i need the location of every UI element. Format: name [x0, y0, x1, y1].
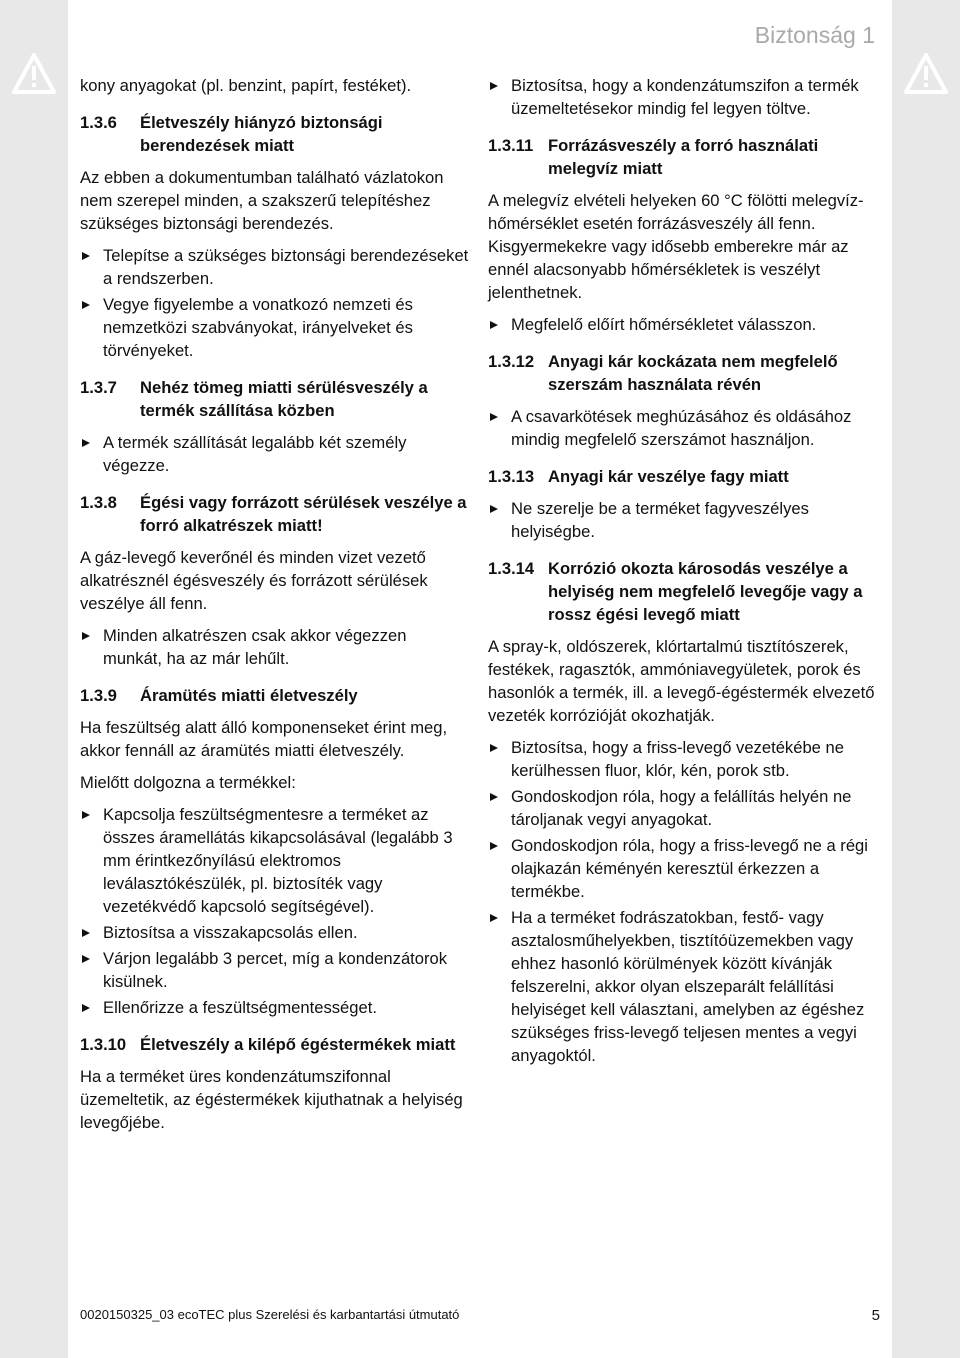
- section-heading: [488, 465, 878, 488]
- section-title: Korrózió okozta károsodás veszélye a helyiség nem megfelelő levegője vagy a rossz égési levegő miatt: [548, 559, 863, 624]
- bullet-item: Ha a terméket fodrászatokban, festő- vagy asztalosműhelyekben, tisztítóüzemekben vagy ehhez hasonló körülmények között kívánják felszerelni, akkor olyan elszeparált felállítási helyiséget kell választani, amelyben az égéshez szükséges friss-levegő teljesen mentes a vegyi anyagoktól.: [488, 906, 878, 1067]
- page-number: 5: [871, 1307, 880, 1324]
- bullet-item: Ellenőrizze a feszültségmentességet.: [80, 996, 470, 1019]
- paragraph: Az ebben a dokumentumban található vázlatokon nem szerepel minden, a szakszerű telepítéshez szükséges biztonsági berendezés.: [80, 168, 444, 233]
- bullet-item: Kapcsolja feszültségmentesre a terméket az összes áramellátás kikapcsolásával (legalább 3 mm érintkezőnyílású elektromos leválasztókészülék, pl. biztosíték vagy vezetékvédő kapcsoló segítségével).: [80, 803, 470, 918]
- section-number: 1.3.10: [80, 1035, 127, 1054]
- left-margin-bar: [0, 0, 68, 1358]
- paragraph: A gáz-levegő keverőnél és minden vizet vezető alkatrésznél égésveszély és forrázott sérülések veszélye áll fenn.: [80, 548, 428, 613]
- left-column: [80, 74, 470, 1143]
- section-title: Anyagi kár kockázata nem megfelelő szerszám használata révén: [548, 352, 838, 394]
- section-heading: [488, 557, 878, 626]
- paragraph: Ha feszültség alatt álló komponenseket érint meg, akkor fennáll az áramütés miatti életveszély.: [80, 718, 448, 760]
- section-heading: [80, 684, 470, 707]
- section-title: Anyagi kár veszélye fagy miatt: [548, 467, 789, 486]
- section-title: Nehéz tömeg miatti sérülésveszély a termék szállítása közben: [140, 378, 428, 420]
- footer-doc-info: 0020150325_03 ecoTEC plus Szerelési és karbantartási útmutató: [80, 1307, 460, 1322]
- section-heading: [80, 111, 470, 157]
- section-number: 1.3.14: [488, 559, 535, 578]
- bullet-item: Vegye figyelembe a vonatkozó nemzeti és nemzetközi szabványokat, irányelveket és törvényeket.: [80, 293, 470, 362]
- section-heading: [488, 134, 878, 180]
- bullet-item: Biztosítsa, hogy a kondenzátumszifon a termék üzemeltetésekor mindig fel legyen töltve.: [488, 74, 878, 120]
- bullet-item: A csavarkötések meghúzásához és oldásához mindig megfelelő szerszámot használjon.: [488, 405, 878, 451]
- section-title: Égési vagy forrázott sérülések veszélye a forró alkatrészek miatt!: [140, 493, 467, 535]
- section-number: 1.3.13: [488, 467, 535, 486]
- bullet-item: Gondoskodjon róla, hogy a felállítás helyén ne tároljanak vegyi anyagokat.: [488, 785, 878, 831]
- paragraph: A melegvíz elvételi helyeken 60 °C fölötti melegvíz-hőmérséklet esetén forrázásveszély áll fenn. Kisgyermekekre vagy idősebb emberekre már az ennél alacsonyabb hőmérsékletek is veszélyt jelenthetnek.: [488, 191, 864, 302]
- bullet-item: Megfelelő előírt hőmérsékletet válasszon.: [488, 313, 878, 336]
- section-title: Áramütés miatti életveszély: [140, 686, 358, 705]
- section-heading: [80, 491, 470, 537]
- bullet-item: Minden alkatrészen csak akkor végezzen munkát, ha az már lehűlt.: [80, 624, 470, 670]
- section-heading: [80, 1033, 470, 1056]
- section-number: 1.3.6: [80, 113, 117, 132]
- section-number: 1.3.11: [488, 136, 534, 155]
- bullet-item: Biztosítsa a visszakapcsolás ellen.: [80, 921, 470, 944]
- section-title: Életveszély a kilépő égéstermékek miatt: [140, 1035, 456, 1054]
- chapter-header: Biztonság 1: [754, 22, 875, 48]
- section-title: Életveszély hiányzó biztonsági berendezések miatt: [140, 113, 383, 155]
- bullet-item: Várjon legalább 3 percet, míg a kondenzátorok kisülnek.: [80, 947, 470, 993]
- intro-continuation: kony anyagokat (pl. benzint, papírt, festéket).: [80, 76, 412, 95]
- right-margin-bar: [892, 0, 960, 1358]
- bullet-item: Telepítse a szükséges biztonsági berendezéseket a rendszerben.: [80, 244, 470, 290]
- warning-triangle-icon: [11, 52, 57, 96]
- section-title: Forrázásveszély a forró használati melegvíz miatt: [548, 136, 819, 178]
- bullet-item: Ne szerelje be a terméket fagyveszélyes helyiségbe.: [488, 497, 878, 543]
- bullet-item: Biztosítsa, hogy a friss-levegő vezetékébe ne kerülhessen fluor, klór, kén, porok stb.: [488, 736, 878, 782]
- bullet-item: Gondoskodjon róla, hogy a friss-levegő ne a régi olajkazán kéményén keresztül érkezzen a termékbe.: [488, 834, 878, 903]
- section-heading: [488, 350, 878, 396]
- warning-triangle-icon: [903, 52, 949, 96]
- paragraph: A spray-k, oldószerek, klórtartalmú tisztítószerek, festékek, ragasztók, ammóniavegyületek, porok és hasonlók a termék, ill. a levegő-égéstermék elvezető vezeték korrózióját okozhatják.: [488, 637, 875, 725]
- section-number: 1.3.8: [80, 493, 117, 512]
- right-column: [488, 74, 878, 1070]
- section-heading: [80, 376, 470, 422]
- section-number: 1.3.7: [80, 378, 117, 397]
- bullet-item: A termék szállítását legalább két személy végezze.: [80, 431, 470, 477]
- section-number: 1.3.12: [488, 352, 535, 371]
- section-number: 1.3.9: [80, 686, 117, 705]
- page-footer: [80, 1307, 880, 1324]
- paragraph: Ha a terméket üres kondenzátumszifonnal üzemeltetik, az égéstermékek kijuthatnak a helyiség levegőjébe.: [80, 1067, 463, 1132]
- paragraph: Mielőtt dolgozna a termékkel:: [80, 773, 296, 792]
